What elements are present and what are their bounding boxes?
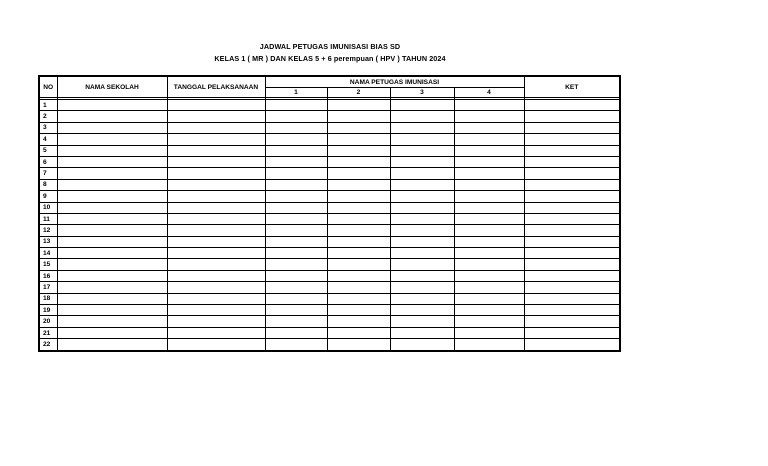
table-row [39,111,620,122]
officer-4-cell[interactable] [454,202,524,213]
table-row [39,293,620,304]
officer-2-cell[interactable] [327,168,390,179]
note-cell[interactable] [524,100,620,111]
officer-2-cell[interactable] [327,339,390,351]
row-number: 2 [39,111,57,122]
officer-2-cell[interactable] [327,282,390,293]
date-cell[interactable] [167,168,265,179]
school-cell[interactable] [57,293,167,304]
officer-4-cell[interactable] [454,236,524,247]
officer-1-cell[interactable] [265,293,327,304]
header-officer-3: 3 [390,88,454,98]
school-cell[interactable] [57,316,167,327]
note-cell[interactable] [524,111,620,122]
officer-1-cell[interactable] [265,156,327,167]
school-cell[interactable] [57,248,167,259]
school-cell[interactable] [57,202,167,213]
note-cell[interactable] [524,282,620,293]
header-date: TANGGAL PELAKSANAAN [167,76,265,98]
officer-3-cell[interactable] [390,305,454,316]
date-cell[interactable] [167,134,265,145]
table-row [39,179,620,190]
note-cell[interactable] [524,168,620,179]
table-row [39,248,620,259]
header-school-name: NAMA SEKOLAH [57,76,167,98]
officer-3-cell[interactable] [390,168,454,179]
officer-4-cell[interactable] [454,134,524,145]
officer-2-cell[interactable] [327,293,390,304]
note-cell[interactable] [524,134,620,145]
officer-2-cell[interactable] [327,145,390,156]
officer-2-cell[interactable] [327,316,390,327]
row-number: 18 [39,293,57,304]
header-no: NO [39,76,57,98]
officer-1-cell[interactable] [265,100,327,111]
school-cell[interactable] [57,145,167,156]
school-cell[interactable] [57,339,167,351]
officer-2-cell[interactable] [327,156,390,167]
officer-2-cell[interactable] [327,179,390,190]
officer-3-cell[interactable] [390,293,454,304]
date-cell[interactable] [167,111,265,122]
officer-3-cell[interactable] [390,259,454,270]
school-cell[interactable] [57,305,167,316]
officer-2-cell[interactable] [327,134,390,145]
school-cell[interactable] [57,156,167,167]
officer-2-cell[interactable] [327,327,390,338]
table-row [39,316,620,327]
officer-1-cell[interactable] [265,145,327,156]
header-officer-names: NAMA PETUGAS IMUNISASI [265,76,524,88]
officer-3-cell[interactable] [390,236,454,247]
date-cell[interactable] [167,316,265,327]
row-number: 13 [39,236,57,247]
date-cell[interactable] [167,213,265,224]
header-note: KET [524,76,620,98]
officer-4-cell[interactable] [454,225,524,236]
date-cell[interactable] [167,179,265,190]
officer-4-cell[interactable] [454,145,524,156]
table-row [39,213,620,224]
officer-3-cell[interactable] [390,339,454,351]
school-cell[interactable] [57,213,167,224]
note-cell[interactable] [524,225,620,236]
table-row [39,282,620,293]
officer-1-cell[interactable] [265,213,327,224]
table-row [39,327,620,338]
officer-3-cell[interactable] [390,100,454,111]
officer-2-cell[interactable] [327,236,390,247]
officer-4-cell[interactable] [454,111,524,122]
officer-4-cell[interactable] [454,293,524,304]
row-number: 20 [39,316,57,327]
officer-3-cell[interactable] [390,225,454,236]
table-row [39,168,620,179]
officer-3-cell[interactable] [390,191,454,202]
date-cell[interactable] [167,339,265,351]
date-cell[interactable] [167,156,265,167]
school-cell[interactable] [57,134,167,145]
officer-1-cell[interactable] [265,191,327,202]
officer-3-cell[interactable] [390,327,454,338]
note-cell[interactable] [524,270,620,281]
officer-4-cell[interactable] [454,179,524,190]
date-cell[interactable] [167,305,265,316]
officer-1-cell[interactable] [265,305,327,316]
row-number: 15 [39,259,57,270]
date-cell[interactable] [167,282,265,293]
officer-1-cell[interactable] [265,339,327,351]
table-row [39,270,620,281]
officer-1-cell[interactable] [265,202,327,213]
row-number: 3 [39,122,57,133]
school-cell[interactable] [57,191,167,202]
officer-4-cell[interactable] [454,305,524,316]
officer-4-cell[interactable] [454,327,524,338]
officer-3-cell[interactable] [390,179,454,190]
row-number: 21 [39,327,57,338]
officer-2-cell[interactable] [327,213,390,224]
note-cell[interactable] [524,248,620,259]
officer-3-cell[interactable] [390,316,454,327]
note-cell[interactable] [524,122,620,133]
school-cell[interactable] [57,259,167,270]
table-body [39,98,620,351]
officer-1-cell[interactable] [265,316,327,327]
note-cell[interactable] [524,213,620,224]
table-row [39,225,620,236]
officer-1-cell[interactable] [265,259,327,270]
officer-2-cell[interactable] [327,191,390,202]
officer-4-cell[interactable] [454,191,524,202]
officer-2-cell[interactable] [327,225,390,236]
date-cell[interactable] [167,122,265,133]
officer-1-cell[interactable] [265,225,327,236]
date-cell[interactable] [167,327,265,338]
table-row [39,305,620,316]
date-cell[interactable] [167,225,265,236]
table-row [39,259,620,270]
note-cell[interactable] [524,316,620,327]
officer-3-cell[interactable] [390,145,454,156]
table-row [39,145,620,156]
date-cell[interactable] [167,191,265,202]
officer-1-cell[interactable] [265,111,327,122]
date-cell[interactable] [167,236,265,247]
date-cell[interactable] [167,259,265,270]
officer-3-cell[interactable] [390,134,454,145]
officer-4-cell[interactable] [454,259,524,270]
date-cell[interactable] [167,145,265,156]
officer-3-cell[interactable] [390,111,454,122]
note-cell[interactable] [524,305,620,316]
table-row [39,202,620,213]
officer-4-cell[interactable] [454,122,524,133]
note-cell[interactable] [524,236,620,247]
note-cell[interactable] [524,156,620,167]
date-cell[interactable] [167,270,265,281]
header-officer-1: 1 [265,88,327,98]
row-number: 12 [39,225,57,236]
school-cell[interactable] [57,111,167,122]
row-number: 4 [39,134,57,145]
officer-4-cell[interactable] [454,248,524,259]
school-cell[interactable] [57,179,167,190]
officer-1-cell[interactable] [265,168,327,179]
row-number: 7 [39,168,57,179]
officer-4-cell[interactable] [454,213,524,224]
row-number: 10 [39,202,57,213]
date-cell[interactable] [167,293,265,304]
officer-4-cell[interactable] [454,282,524,293]
school-cell[interactable] [57,282,167,293]
note-cell[interactable] [524,327,620,338]
header-officer-2: 2 [327,88,390,98]
officer-2-cell[interactable] [327,122,390,133]
note-cell[interactable] [524,259,620,270]
officer-1-cell[interactable] [265,327,327,338]
officer-1-cell[interactable] [265,134,327,145]
note-cell[interactable] [524,202,620,213]
table-row [39,339,620,351]
school-cell[interactable] [57,236,167,247]
officer-1-cell[interactable] [265,122,327,133]
officer-4-cell[interactable] [454,316,524,327]
officer-4-cell[interactable] [454,156,524,167]
school-cell[interactable] [57,270,167,281]
officer-4-cell[interactable] [454,168,524,179]
note-cell[interactable] [524,293,620,304]
officer-3-cell[interactable] [390,122,454,133]
table-row [39,191,620,202]
row-number: 22 [39,339,57,351]
document-title: JADWAL PETUGAS IMUNISASI BIAS SD [259,42,401,51]
school-cell[interactable] [57,168,167,179]
row-number: 8 [39,179,57,190]
officer-1-cell[interactable] [265,179,327,190]
officer-3-cell[interactable] [390,202,454,213]
officer-3-cell[interactable] [390,270,454,281]
officer-3-cell[interactable] [390,282,454,293]
row-number: 11 [39,213,57,224]
officer-4-cell[interactable] [454,100,524,111]
officer-2-cell[interactable] [327,259,390,270]
row-number: 1 [39,100,57,111]
officer-2-cell[interactable] [327,248,390,259]
table-row [39,236,620,247]
table-row [39,156,620,167]
officer-2-cell[interactable] [327,305,390,316]
school-cell[interactable] [57,327,167,338]
date-cell[interactable] [167,100,265,111]
note-cell[interactable] [524,191,620,202]
date-cell[interactable] [167,248,265,259]
header-officer-4: 4 [454,88,524,98]
document-subtitle: KELAS 1 ( MR ) DAN KELAS 5 + 6 perempuan ( HPV ) TAHUN 2024 [214,54,446,63]
officer-1-cell[interactable] [265,282,327,293]
officer-2-cell[interactable] [327,111,390,122]
note-cell[interactable] [524,179,620,190]
officer-1-cell[interactable] [265,236,327,247]
officer-3-cell[interactable] [390,213,454,224]
schedule-table [38,75,621,352]
row-number: 16 [39,270,57,281]
table-row [39,100,620,111]
row-number: 17 [39,282,57,293]
note-cell[interactable] [524,145,620,156]
officer-3-cell[interactable] [390,156,454,167]
officer-2-cell[interactable] [327,100,390,111]
officer-2-cell[interactable] [327,202,390,213]
table-row [39,122,620,133]
officer-3-cell[interactable] [390,248,454,259]
row-number: 19 [39,305,57,316]
row-number: 6 [39,156,57,167]
school-cell[interactable] [57,100,167,111]
note-cell[interactable] [524,339,620,351]
officer-1-cell[interactable] [265,248,327,259]
officer-2-cell[interactable] [327,270,390,281]
row-number: 14 [39,248,57,259]
officer-1-cell[interactable] [265,270,327,281]
row-number: 5 [39,145,57,156]
row-number: 9 [39,191,57,202]
school-cell[interactable] [57,225,167,236]
date-cell[interactable] [167,202,265,213]
school-cell[interactable] [57,122,167,133]
officer-4-cell[interactable] [454,270,524,281]
table-row [39,134,620,145]
officer-4-cell[interactable] [454,339,524,351]
